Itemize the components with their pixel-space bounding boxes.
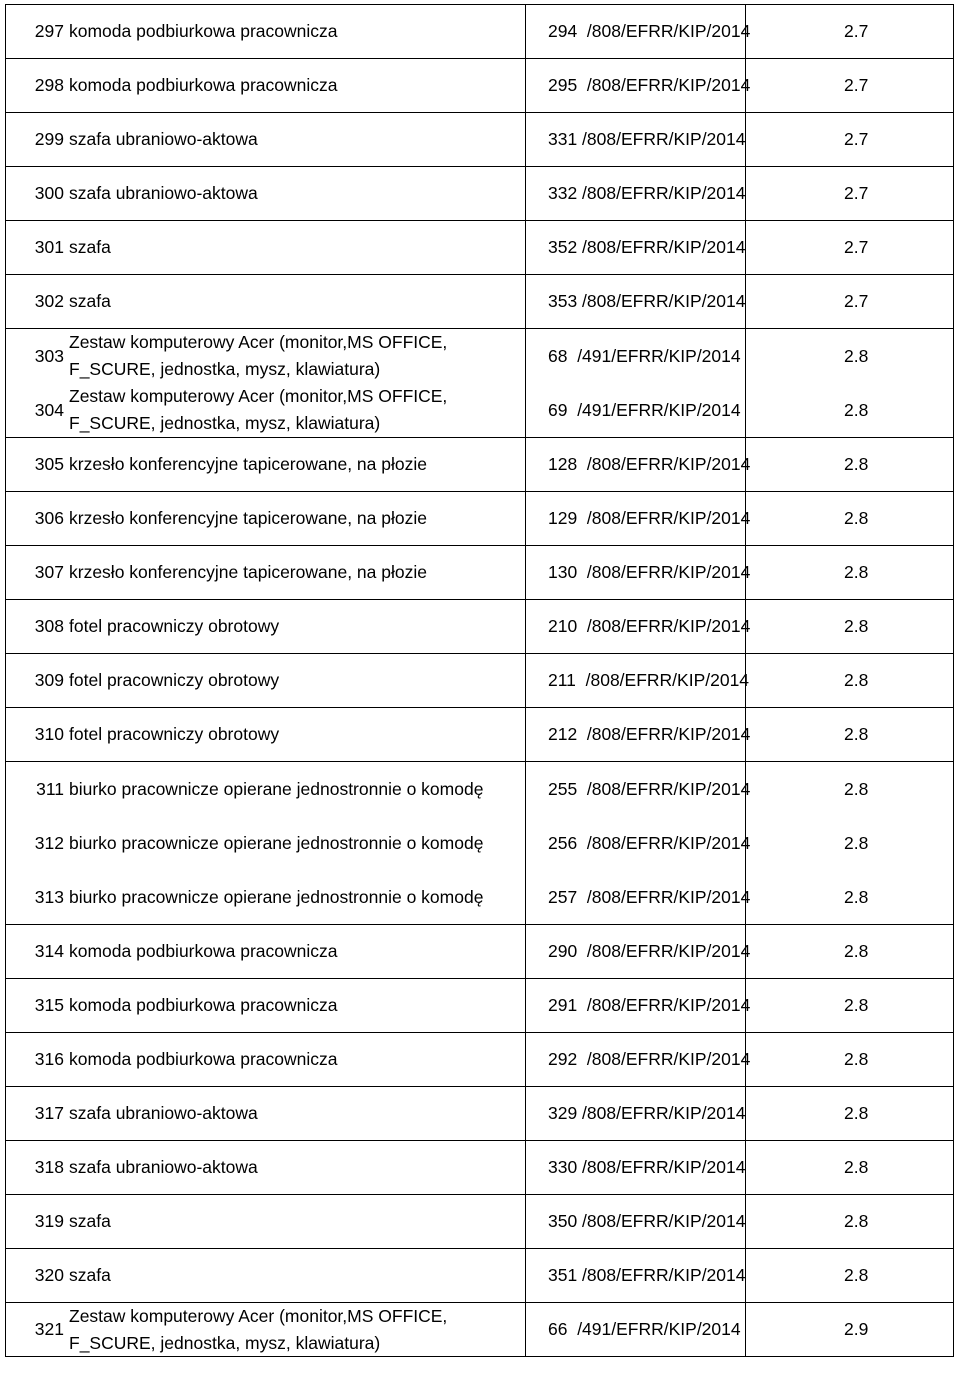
category-code: 2.8 [745,600,954,653]
inventory-number: 292 /808/EFRR/KIP/2014 [525,1033,745,1086]
inventory-number: 211 /808/EFRR/KIP/2014 [525,654,745,707]
item-name: fotel pracowniczy obrotowy [69,670,280,690]
row-number: 321 [5,1303,67,1356]
table-row [5,708,954,762]
inventory-table [5,4,954,1357]
table-row [5,275,954,329]
item-name: Zestaw komputerowy Acer (monitor,MS OFFICE, F_SCURE, jednostka, mysz, klawiatura) [69,1305,448,1353]
item-name: szafa [69,1265,111,1285]
table-row [5,1249,954,1303]
inventory-number: 69 /491/EFRR/KIP/2014 [525,383,745,437]
row-number: 305 [5,438,67,491]
inventory-number: 352 /808/EFRR/KIP/2014 [525,221,745,274]
item-name: szafa ubraniowo-aktowa [69,183,258,203]
category-code: 2.8 [745,1033,954,1086]
category-code: 2.8 [745,870,954,924]
item-name: Zestaw komputerowy Acer (monitor,MS OFFICE, F_SCURE, jednostka, mysz, klawiatura) [69,386,448,433]
inventory-number: 332 /808/EFRR/KIP/2014 [525,167,745,220]
category-code: 2.8 [745,546,954,599]
item-name: komoda podbiurkowa pracownicza [69,1049,338,1069]
row-number: 310 [5,708,67,761]
category-code: 2.8 [745,1087,954,1140]
inventory-number: 129 /808/EFRR/KIP/2014 [525,492,745,545]
table-row-group [5,762,954,925]
item-name: biurko pracownicze opierane jednostronnie o komodę [69,778,484,799]
table-row [5,925,954,979]
table-row [5,1303,954,1357]
table-row [5,600,954,654]
row-number: 316 [5,1033,67,1086]
item-name: komoda podbiurkowa pracownicza [69,75,338,95]
table-row [5,383,954,437]
item-name: fotel pracowniczy obrotowy [69,724,280,744]
inventory-number: 255 /808/EFRR/KIP/2014 [525,762,745,816]
table-row [5,167,954,221]
category-code: 2.8 [745,762,954,816]
row-number: 297 [5,5,67,58]
item-name: krzesło konferencyjne tapicerowane, na płozie [69,508,427,528]
inventory-number: 256 /808/EFRR/KIP/2014 [525,816,745,870]
row-number: 301 [5,221,67,274]
item-name: szafa [69,291,111,311]
category-code: 2.8 [745,329,954,383]
item-name: biurko pracownicze opierane jednostronnie o komodę [69,886,484,907]
item-name: fotel pracowniczy obrotowy [69,616,280,636]
table-row [5,870,954,924]
item-name: komoda podbiurkowa pracownicza [69,941,338,961]
row-number: 303 [5,329,67,383]
inventory-number: 351 /808/EFRR/KIP/2014 [525,1249,745,1302]
row-number: 304 [5,383,67,437]
inventory-number: 212 /808/EFRR/KIP/2014 [525,708,745,761]
category-code: 2.8 [745,979,954,1032]
table-row [5,1033,954,1087]
row-number: 298 [5,59,67,112]
row-number: 320 [5,1249,67,1302]
table-row [5,221,954,275]
table-row [5,5,954,59]
category-code: 2.8 [745,1141,954,1194]
item-name: szafa ubraniowo-aktowa [69,129,258,149]
inventory-number: 290 /808/EFRR/KIP/2014 [525,925,745,978]
row-number: 313 [5,870,67,924]
table-row-group [5,329,954,438]
table-row [5,816,954,870]
table-row [5,654,954,708]
table-row [5,329,954,383]
category-code: 2.8 [745,654,954,707]
inventory-number: 257 /808/EFRR/KIP/2014 [525,870,745,924]
inventory-number: 295 /808/EFRR/KIP/2014 [525,59,745,112]
item-name: komoda podbiurkowa pracownicza [69,21,338,41]
inventory-number: 68 /491/EFRR/KIP/2014 [525,329,745,383]
row-number: 302 [5,275,67,328]
table-row [5,546,954,600]
category-code: 2.7 [745,221,954,274]
table-row [5,762,954,816]
inventory-number: 128 /808/EFRR/KIP/2014 [525,438,745,491]
table-row [5,1141,954,1195]
inventory-number: 66 /491/EFRR/KIP/2014 [525,1303,745,1356]
table-row [5,979,954,1033]
item-name: szafa [69,1211,111,1231]
item-name: Zestaw komputerowy Acer (monitor,MS OFFICE, F_SCURE, jednostka, mysz, klawiatura) [69,332,448,379]
category-code: 2.8 [745,925,954,978]
item-name: krzesło konferencyjne tapicerowane, na płozie [69,454,427,474]
category-code: 2.8 [745,708,954,761]
category-code: 2.7 [745,113,954,166]
category-code: 2.8 [745,383,954,437]
category-code: 2.8 [745,492,954,545]
inventory-number: 130 /808/EFRR/KIP/2014 [525,546,745,599]
row-number: 309 [5,654,67,707]
row-number: 314 [5,925,67,978]
row-number: 300 [5,167,67,220]
category-code: 2.7 [745,59,954,112]
row-number: 317 [5,1087,67,1140]
table-row [5,1087,954,1141]
row-number: 315 [5,979,67,1032]
row-number: 312 [5,816,67,870]
inventory-number: 329 /808/EFRR/KIP/2014 [525,1087,745,1140]
inventory-number: 291 /808/EFRR/KIP/2014 [525,979,745,1032]
row-number: 306 [5,492,67,545]
category-code: 2.7 [745,167,954,220]
table-row [5,492,954,546]
item-name: komoda podbiurkowa pracownicza [69,995,338,1015]
row-number: 299 [5,113,67,166]
row-number: 311 [5,762,67,816]
category-code: 2.8 [745,1249,954,1302]
table-row [5,113,954,167]
category-code: 2.8 [745,438,954,491]
table-row [5,59,954,113]
item-name: krzesło konferencyjne tapicerowane, na płozie [69,562,427,582]
item-name: szafa ubraniowo-aktowa [69,1103,258,1123]
category-code: 2.8 [745,816,954,870]
inventory-number: 331 /808/EFRR/KIP/2014 [525,113,745,166]
category-code: 2.7 [745,5,954,58]
inventory-number: 210 /808/EFRR/KIP/2014 [525,600,745,653]
item-name: szafa ubraniowo-aktowa [69,1157,258,1177]
category-code: 2.9 [745,1303,954,1356]
table-row [5,438,954,492]
row-number: 318 [5,1141,67,1194]
inventory-number: 350 /808/EFRR/KIP/2014 [525,1195,745,1248]
inventory-number: 330 /808/EFRR/KIP/2014 [525,1141,745,1194]
category-code: 2.8 [745,1195,954,1248]
item-name: szafa [69,237,111,257]
row-number: 319 [5,1195,67,1248]
inventory-number: 353 /808/EFRR/KIP/2014 [525,275,745,328]
row-number: 308 [5,600,67,653]
table-row [5,1195,954,1249]
inventory-number: 294 /808/EFRR/KIP/2014 [525,5,745,58]
row-number: 307 [5,546,67,599]
category-code: 2.7 [745,275,954,328]
item-name: biurko pracownicze opierane jednostronnie o komodę [69,832,484,853]
